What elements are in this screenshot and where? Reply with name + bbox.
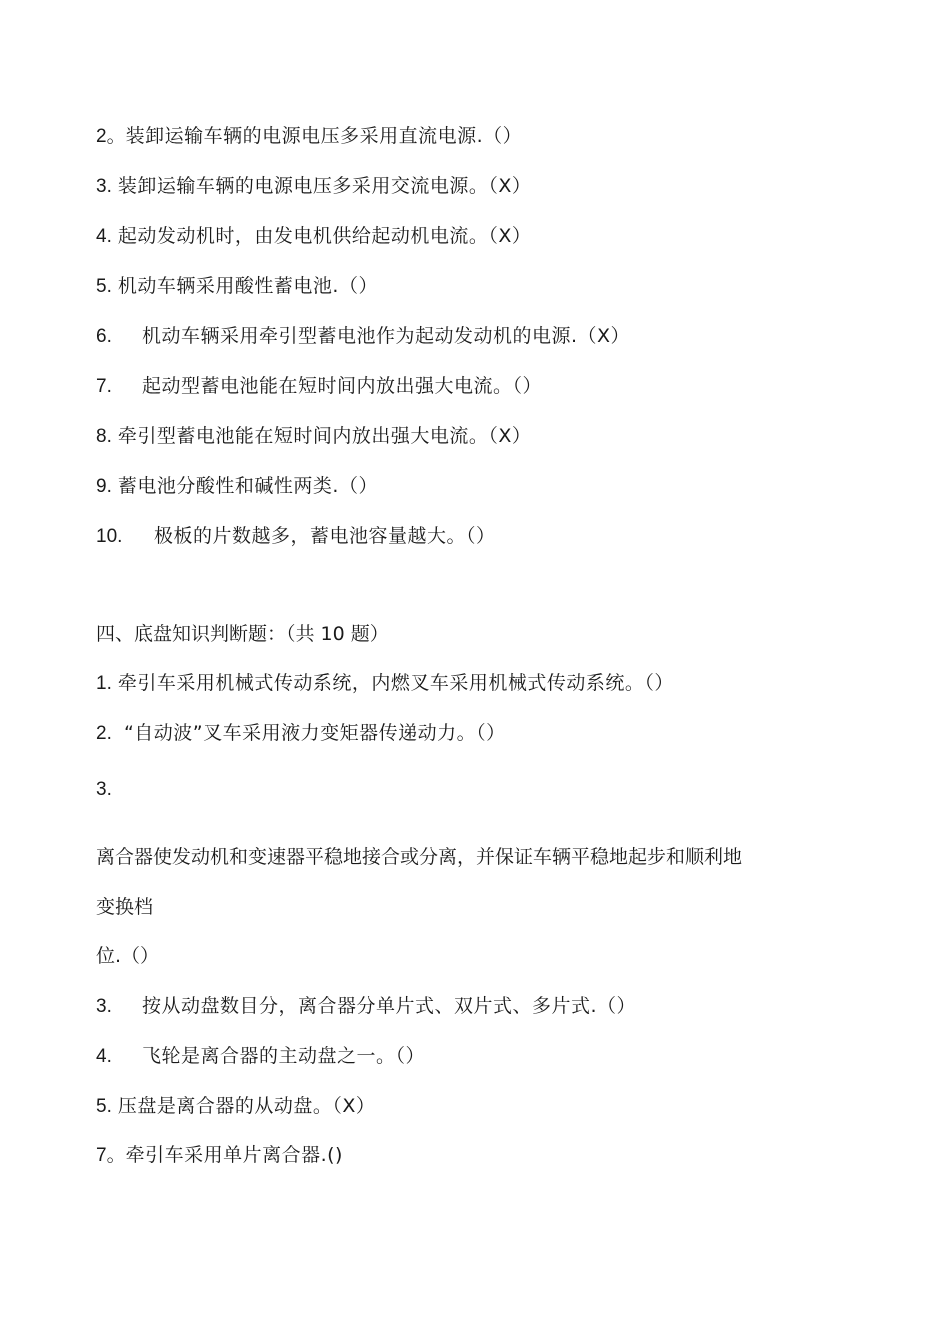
question-item	[96, 524, 496, 549]
question-item	[96, 424, 531, 449]
question-number: 2.	[96, 723, 112, 744]
question-number: 2。	[96, 126, 126, 147]
question-text: 机动车辆采用牵引型蓄电池作为起动发动机的电源.（X）	[142, 325, 631, 347]
question-text: 极板的片数越多，蓄电池容量越大。（）	[154, 525, 496, 547]
question-number: 3.	[96, 779, 112, 800]
question-text: 机动车辆采用酸性蓄电池.（）	[117, 275, 378, 297]
question-item	[96, 994, 636, 1019]
question-item	[96, 1044, 425, 1069]
question-item	[96, 1094, 375, 1119]
question-number: 5.	[96, 1096, 112, 1117]
question-text: 飞轮是离合器的主动盘之一。（）	[142, 1045, 426, 1067]
question-item	[96, 374, 542, 399]
question-text: 按从动盘数目分，离合器分单片式、双片式、多片式.（）	[142, 995, 637, 1017]
question-item	[96, 671, 674, 696]
question-item	[96, 324, 630, 349]
question-item	[96, 224, 531, 249]
question-number: 1.	[96, 673, 112, 694]
question-number: 3.	[96, 176, 112, 197]
question-text-line: 变换档	[96, 896, 154, 918]
question-text-line: 离合器使发动机和变速器平稳地接合或分离，并保证车辆平稳地起步和顺利地	[96, 846, 743, 868]
question-item	[96, 274, 378, 299]
question-number: 9.	[96, 476, 112, 497]
question-number: 3.	[96, 996, 112, 1017]
question-text: 装卸运输车辆的电源电压多采用交流电源。（X）	[117, 175, 532, 197]
question-number: 7.	[96, 376, 112, 397]
question-number: 5.	[96, 276, 112, 297]
question-item	[96, 777, 112, 802]
question-number: 4.	[96, 226, 112, 247]
question-text: 起动发动机时，由发电机供给起动机电流。（X）	[117, 225, 532, 247]
question-number: 10.	[96, 526, 123, 547]
question-item	[96, 721, 506, 746]
question-text: “自动波”叉车采用液力变矩器传递动力。（）	[123, 722, 506, 744]
question-number: 8.	[96, 426, 112, 447]
question-number: 7。	[96, 1145, 126, 1166]
question-text: 压盘是离合器的从动盘。（X）	[117, 1095, 376, 1117]
question-text: 牵引车采用机械式传动系统，内燃叉车采用机械式传动系统。（）	[117, 672, 674, 694]
question-number: 6.	[96, 326, 112, 347]
question-text: 蓄电池分酸性和碱性两类.（）	[117, 475, 378, 497]
question-item	[96, 1143, 343, 1168]
question-text: 牵引型蓄电池能在短时间内放出强大电流。（X）	[117, 425, 532, 447]
question-text-line: 位.（）	[96, 945, 160, 967]
question-text: 牵引车采用单片离合器.()	[125, 1144, 343, 1166]
question-item	[96, 474, 378, 499]
question-text: 起动型蓄电池能在短时间内放出强大电流。（）	[142, 375, 543, 397]
section-heading: 四、底盘知识判断题：（共 10 题）	[96, 623, 389, 645]
question-item	[96, 174, 531, 199]
question-item	[96, 124, 522, 149]
question-text: 装卸运输车辆的电源电压多采用直流电源.（）	[125, 125, 523, 147]
question-number: 4.	[96, 1046, 112, 1067]
